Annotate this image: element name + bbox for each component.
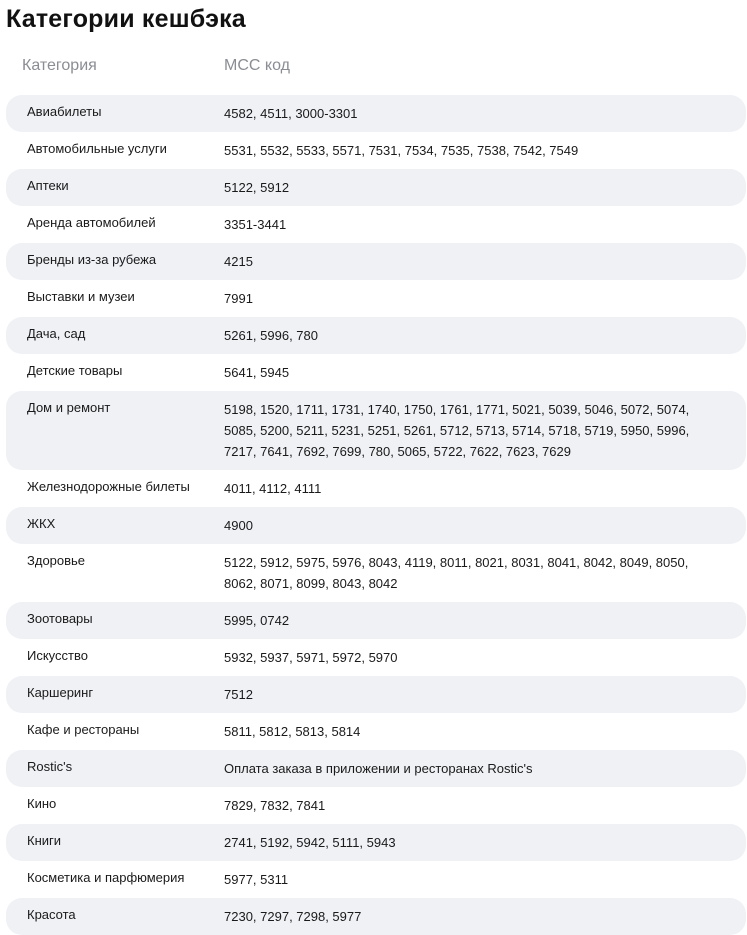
mcc-cell: 4582, 4511, 3000-3301 — [224, 106, 358, 121]
mcc-cell: Оплата заказа в приложении и ресторанах Rostic's — [224, 761, 533, 776]
mcc-cell: 5977, 5311 — [224, 872, 289, 887]
mcc-cell: 5261, 5996, 780 — [224, 328, 318, 343]
category-cell: Выставки и музеи — [27, 289, 135, 304]
table-row — [6, 750, 746, 787]
category-cell: Каршеринг — [27, 685, 94, 700]
mcc-cell: 5531, 5532, 5533, 5571, 7531, 7534, 7535, 7538, 7542, 7549 — [224, 143, 579, 158]
mcc-cell: 4900 — [224, 518, 253, 533]
mcc-cell: 4215 — [224, 254, 253, 269]
category-cell: Зоотовары — [27, 611, 93, 626]
category-cell: Искусство — [27, 648, 88, 663]
table-row — [6, 470, 746, 507]
column-header-mcc: MCC код — [224, 57, 290, 74]
table-row — [6, 317, 746, 354]
mcc-cell: 5122, 5912, 5975, 5976, 8043, 4119, 8011, 8021, 8031, 8041, 8042, 8049, 8050, 8062, 8071, 8099, 8043, 8042 — [224, 555, 689, 591]
category-cell: Железнодорожные билеты — [27, 479, 190, 494]
category-cell: Кафе и рестораны — [27, 722, 140, 737]
category-cell: Авиабилеты — [27, 104, 102, 119]
page-title: Категории кешбэка — [6, 5, 246, 33]
category-cell: Бренды из-за рубежа — [27, 252, 157, 267]
category-cell: Автомобильные услуги — [27, 141, 167, 156]
column-header-category: Категория — [22, 57, 97, 74]
category-cell: Косметика и парфюмерия — [27, 870, 185, 885]
category-cell: ЖКХ — [27, 516, 56, 531]
category-cell: Кино — [27, 796, 57, 811]
table-row — [6, 713, 746, 750]
category-cell: Детские товары — [27, 363, 123, 378]
category-cell: Аптеки — [27, 178, 69, 193]
category-cell: Дом и ремонт — [27, 400, 111, 415]
table-row — [6, 243, 746, 280]
table-row — [6, 787, 746, 824]
mcc-cell: 7512 — [224, 687, 253, 702]
table-row — [6, 169, 746, 206]
table-row — [6, 507, 746, 544]
table-row — [6, 544, 746, 602]
category-cell: Rostic's — [27, 759, 73, 774]
table-row — [6, 391, 746, 470]
table-header — [22, 52, 742, 82]
category-cell: Красота — [27, 907, 76, 922]
mcc-cell: 7230, 7297, 7298, 5977 — [224, 909, 362, 924]
table-row — [6, 602, 746, 639]
table-row — [6, 206, 746, 243]
category-cell: Книги — [27, 833, 62, 848]
mcc-cell: 5995, 0742 — [224, 613, 290, 628]
table-row — [6, 898, 746, 935]
mcc-cell: 5198, 1520, 1711, 1731, 1740, 1750, 1761, 1771, 5021, 5039, 5046, 5072, 5074, 5085, 5200, 5211, 5231, 5251, 5261, 5712, 5713, 5714, 5718, 5719, 5950, 5996, 7217, 7641, 7692, 7699, 780, 5065, 5722, 7622, 7623, 7629 — [224, 402, 690, 459]
mcc-cell: 7829, 7832, 7841 — [224, 798, 326, 813]
table-row — [6, 639, 746, 676]
category-cell: Дача, сад — [27, 326, 86, 341]
table-row — [6, 824, 746, 861]
mcc-cell: 5122, 5912 — [224, 180, 290, 195]
table-row — [6, 280, 746, 317]
table-row — [6, 861, 746, 898]
mcc-cell: 5811, 5812, 5813, 5814 — [224, 724, 361, 739]
mcc-cell: 4011, 4112, 4111 — [224, 481, 322, 496]
mcc-cell: 2741, 5192, 5942, 5111, 5943 — [224, 835, 396, 850]
mcc-cell: 5641, 5945 — [224, 365, 290, 380]
table-row — [6, 354, 746, 391]
category-cell: Аренда автомобилей — [27, 215, 156, 230]
table-row — [6, 95, 746, 132]
table-row — [6, 132, 746, 169]
category-cell: Здоровье — [27, 553, 86, 568]
cashback-table — [6, 95, 746, 935]
table-row — [6, 676, 746, 713]
mcc-cell: 3351-3441 — [224, 217, 287, 232]
mcc-cell: 7991 — [224, 291, 253, 306]
mcc-cell: 5932, 5937, 5971, 5972, 5970 — [224, 650, 398, 665]
